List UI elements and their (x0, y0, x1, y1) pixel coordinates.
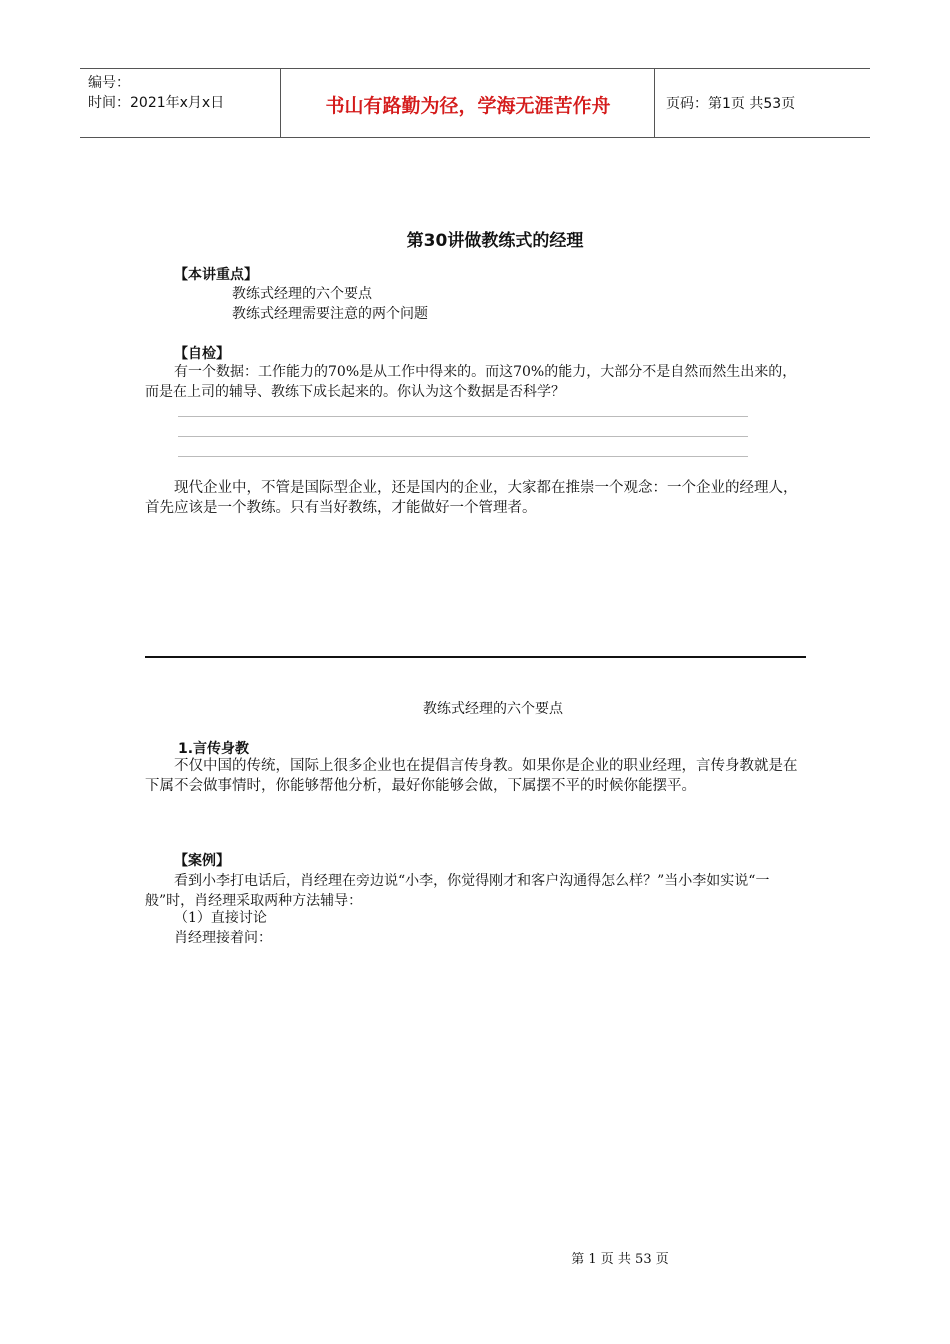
selfcheck-text: 有一个数据：工作能力的70%是从工作中得来的。而这70%的能力，大部分不是自然而然生出来的，而是在上司的辅导、教练下成长起来的。你认为这个数据是否科学？ (145, 364, 797, 400)
answer-line (178, 436, 748, 437)
document-header (80, 68, 870, 138)
lecture-title: 第30讲做教练式的经理 (406, 231, 584, 251)
point-heading: 1.言传身教 (178, 741, 250, 757)
header-page-number: 页码：第1页 共53页 (666, 96, 796, 112)
case-heading: 【案例】 (174, 853, 230, 869)
intro-paragraph: 现代企业中，不管是国际型企业，还是国内的企业，大家都在推崇一个观念：一个企业的经理人，首先应该是一个教练。只有当好教练，才能做好一个管理者。 (145, 480, 798, 516)
header-divider (654, 69, 655, 137)
focus-item: 教练式经理需要注意的两个问题 (232, 306, 428, 322)
section-title: 教练式经理的六个要点 (423, 701, 563, 717)
header-motto: 书山有路勤为径，学海无涯苦作舟 (325, 95, 611, 117)
point-text: 不仅中国的传统，国际上很多企业也在提倡言传身教。如果你是企业的职业经理，言传身教就是在下属不会做事情时，你能够帮他分析，最好你能够会做，下属摆不平的时候你能摆平。 (145, 758, 798, 794)
selfcheck-heading: 【自检】 (174, 346, 230, 362)
answer-line (178, 416, 748, 417)
document-number-label: 编号： (88, 75, 130, 91)
section-divider (145, 656, 806, 658)
case-followup: 肖经理接着问： (174, 930, 272, 946)
focus-heading: 【本讲重点】 (174, 267, 258, 283)
case-text: 看到小李打电话后，肖经理在旁边说“小李，你觉得刚才和客户沟通得怎么样？”当小李如实说“一般”时，肖经理采取两种方法辅导： (145, 873, 770, 909)
case-method: （1）直接讨论 (174, 910, 267, 926)
page-footer: 第 1 页 共 53 页 (571, 1252, 669, 1267)
document-time-label: 时间：2021年x月x日 (88, 95, 225, 111)
header-divider (280, 69, 281, 137)
answer-line (178, 456, 748, 457)
header-meta (88, 73, 224, 113)
focus-item: 教练式经理的六个要点 (232, 286, 372, 302)
